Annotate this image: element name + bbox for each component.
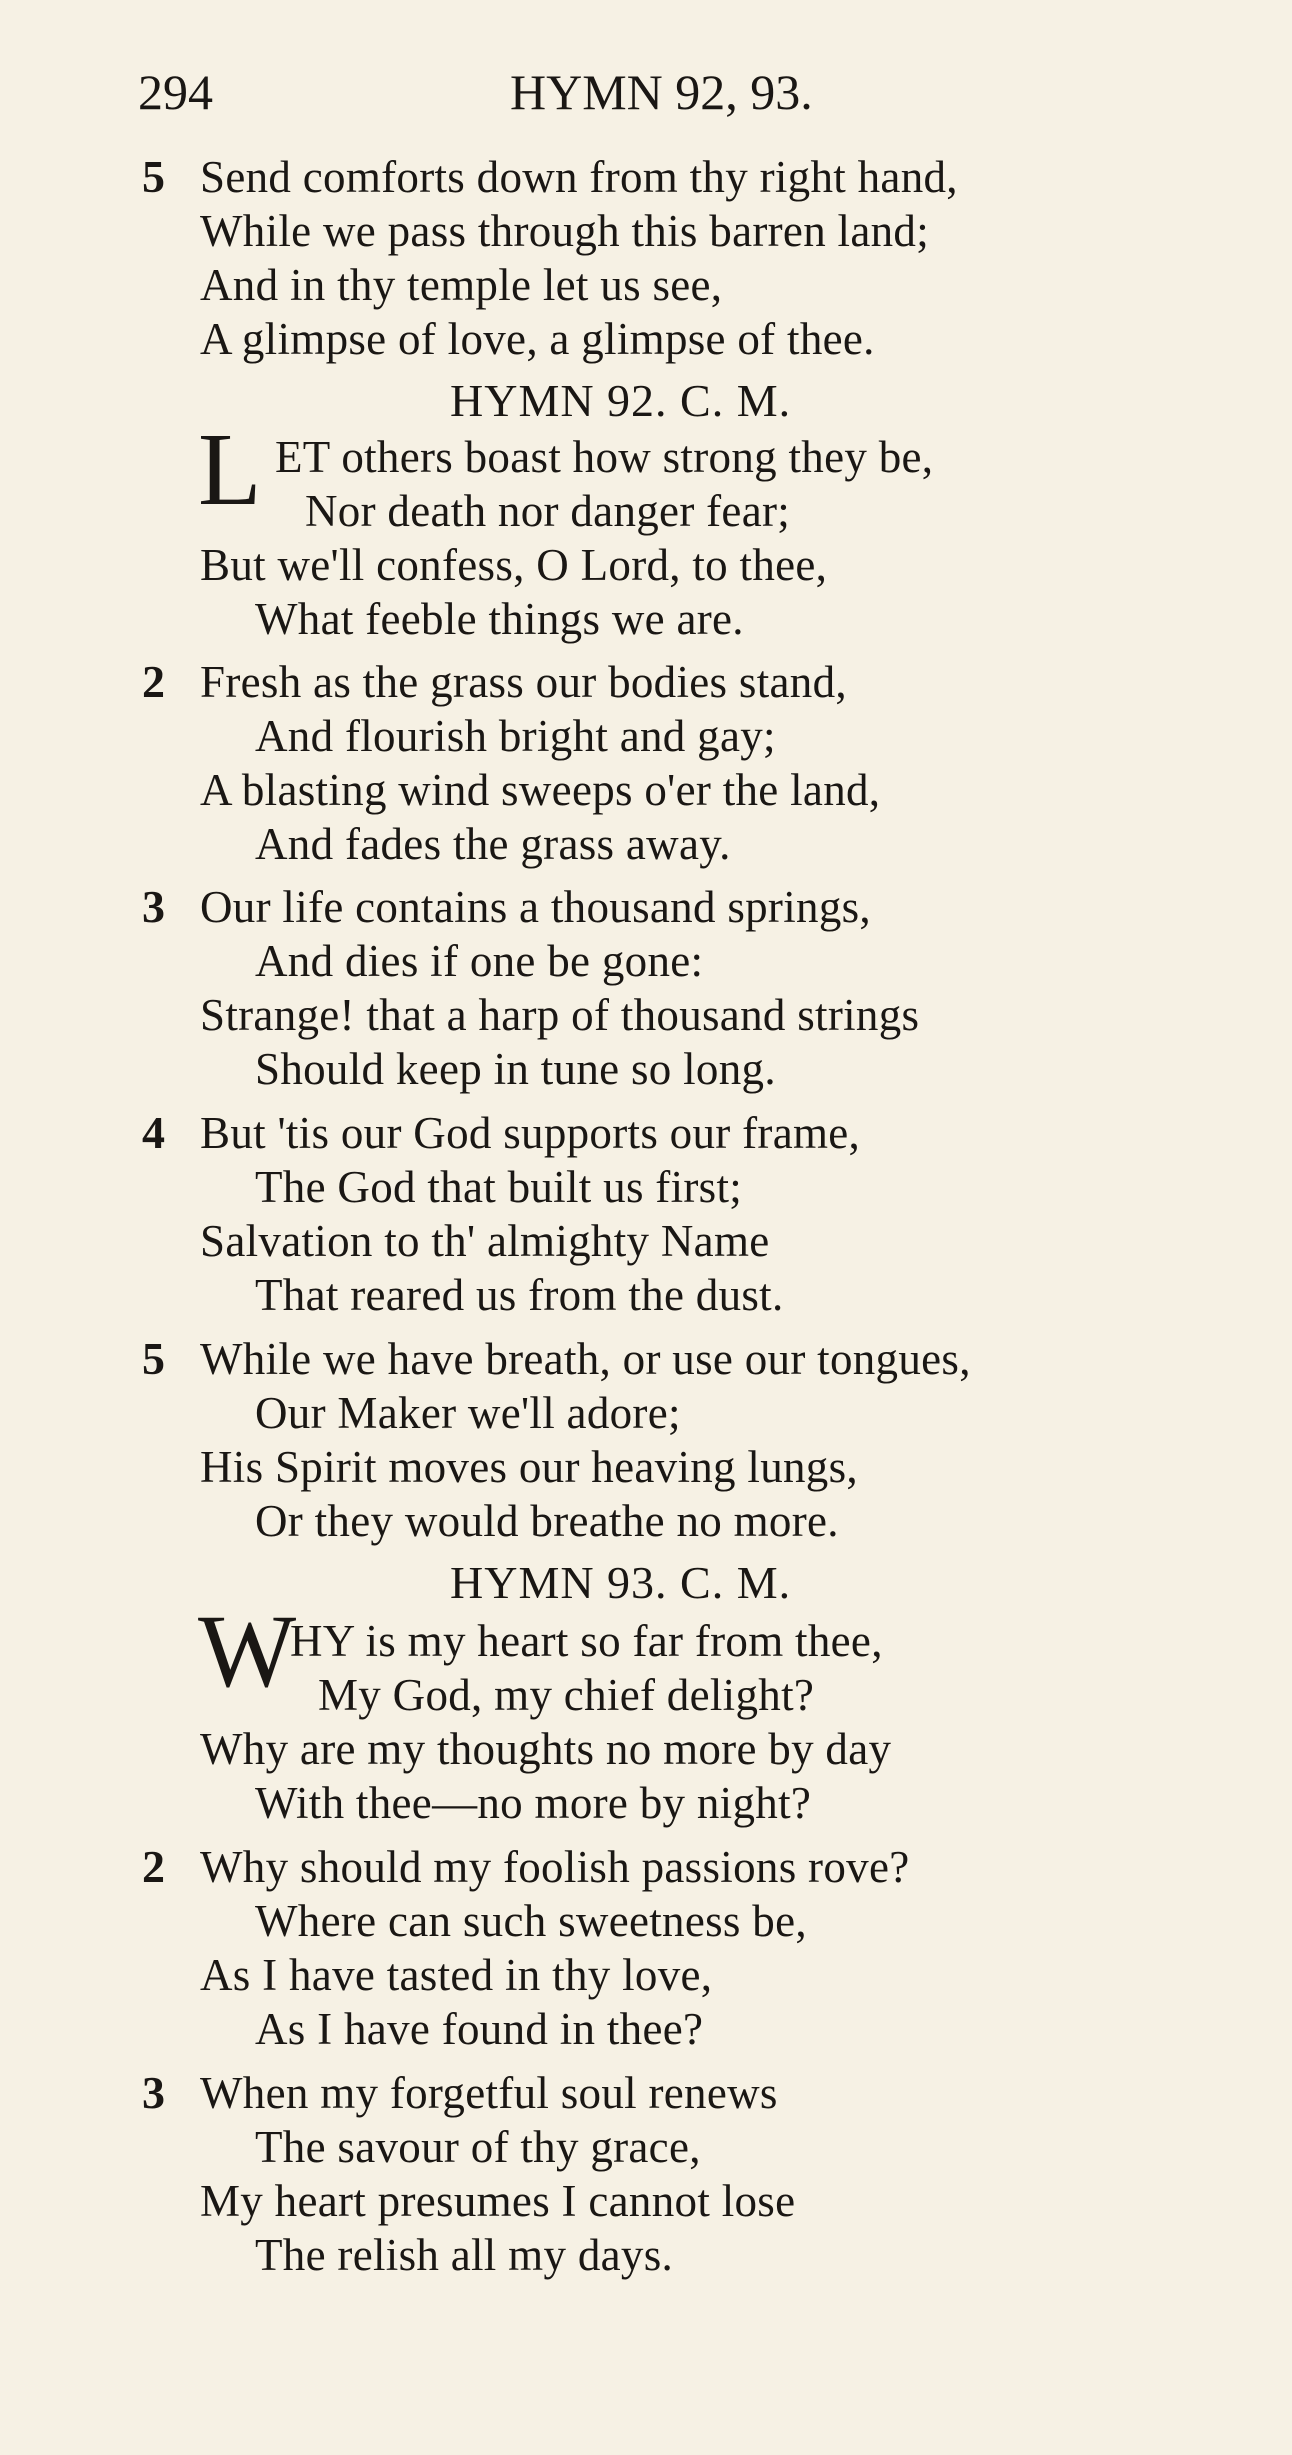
verse-line: HY is my heart so far from thee, (290, 1616, 883, 1666)
stanza-number: 5 (142, 151, 165, 202)
verse-line: As I have found in thee? (255, 2004, 704, 2054)
hymn-title: HYMN 92. C. M. (450, 375, 792, 426)
verse-line: The relish all my days. (255, 2230, 674, 2280)
verse-line: But 'tis our God supports our frame, (200, 1108, 861, 1158)
verse-line: A blasting wind sweeps o'er the land, (200, 765, 881, 815)
verse-line: The God that built us first; (255, 1162, 743, 1212)
verse-line: And dies if one be gone: (255, 936, 704, 986)
stanza-number: 4 (142, 1107, 165, 1158)
verse-line: While we pass through this barren land; (200, 206, 930, 256)
verse-line: Should keep in tune so long. (255, 1044, 776, 1094)
verse-line: My heart presumes I cannot lose (200, 2176, 796, 2226)
stanza-number: 3 (142, 2067, 165, 2118)
verse-line: The savour of thy grace, (255, 2122, 701, 2172)
verse-line: While we have breath, or use our tongues, (200, 1334, 971, 1384)
running-title: HYMN 92, 93. (510, 64, 813, 120)
verse-line: Fresh as the grass our bodies stand, (200, 657, 847, 707)
stanza-number: 3 (142, 881, 165, 932)
verse-line: Our Maker we'll adore; (255, 1388, 681, 1438)
verse-line: But we'll confess, O Lord, to thee, (200, 540, 828, 590)
verse-line: His Spirit moves our heaving lungs, (200, 1442, 858, 1492)
verse-line: That reared us from the dust. (255, 1270, 784, 1320)
verse-line: Send comforts down from thy right hand, (200, 152, 958, 202)
verse-line: Why are my thoughts no more by day (200, 1724, 892, 1774)
verse-line: And flourish bright and gay; (255, 711, 776, 761)
drop-cap: W (198, 1594, 297, 1709)
verse-line: With thee—no more by night? (255, 1778, 812, 1828)
verse-line: A glimpse of love, a glimpse of thee. (200, 314, 875, 364)
verse-line: Where can such sweetness be, (255, 1896, 807, 1946)
page-number: 294 (138, 64, 213, 120)
verse-line: And fades the grass away. (255, 819, 731, 869)
stanza-number: 5 (142, 1333, 165, 1384)
verse-line: When my forgetful soul renews (200, 2068, 778, 2118)
verse-line: ET others boast how strong they be, (275, 432, 934, 482)
hymn-title: HYMN 93. C. M. (450, 1557, 792, 1608)
verse-line: And in thy temple let us see, (200, 260, 723, 310)
verse-line: Strange! that a harp of thousand strings (200, 990, 920, 1040)
verse-line: Nor death nor danger fear; (305, 486, 791, 536)
verse-line: Salvation to th' almighty Name (200, 1216, 770, 1266)
drop-cap: L (198, 412, 262, 527)
verse-line: As I have tasted in thy love, (200, 1950, 713, 2000)
stanza-number: 2 (142, 656, 165, 707)
verse-line: Why should my foolish passions rove? (200, 1842, 910, 1892)
verse-line: My God, my chief delight? (318, 1670, 815, 1720)
verse-line: What feeble things we are. (255, 594, 744, 644)
verse-line: Or they would breathe no more. (255, 1496, 839, 1546)
stanza-number: 2 (142, 1841, 165, 1892)
verse-line: Our life contains a thousand springs, (200, 882, 871, 932)
